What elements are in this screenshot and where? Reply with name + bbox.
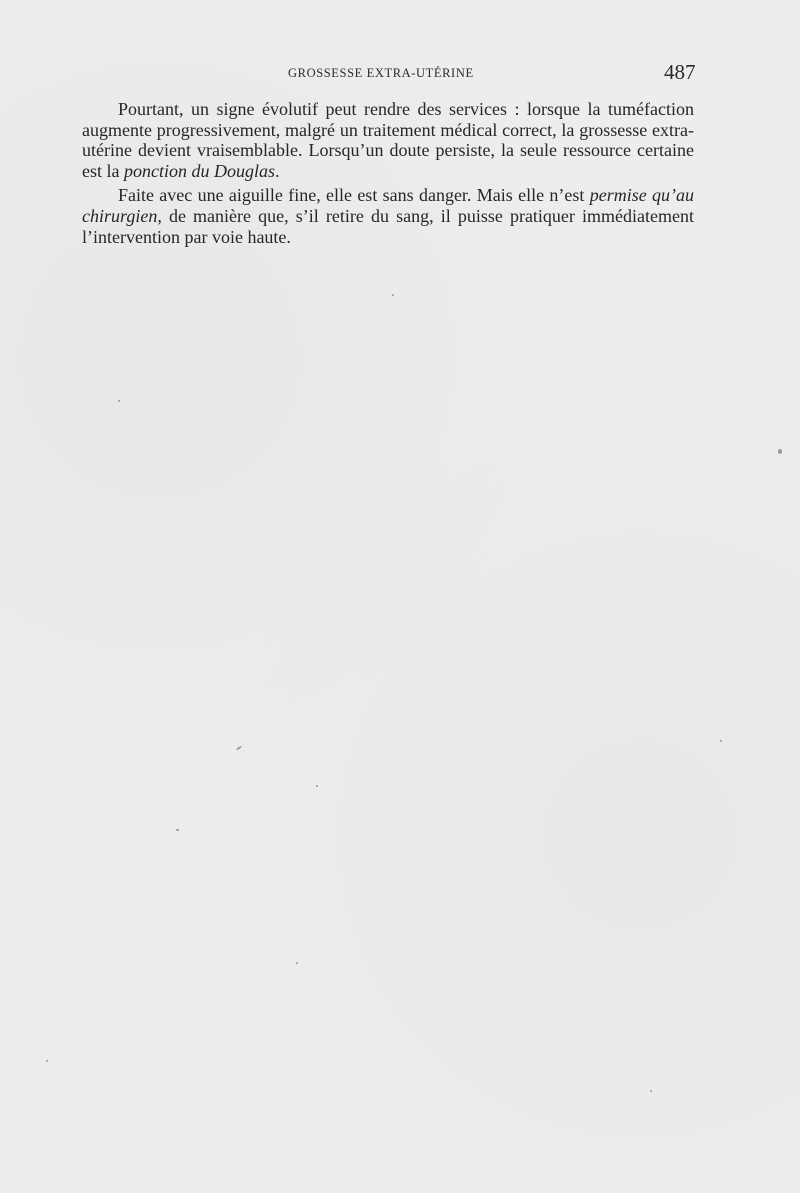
paper-speck <box>316 785 318 787</box>
paragraph-2-end: , de manière que, s’il retire du sang, il puisse pratiquer immédiatement l’intervention par voie haute. <box>82 205 694 247</box>
paragraph-2-text: Faite avec une aiguille fine, elle est sans danger. Mais elle n’est <box>118 185 590 206</box>
page-number: 487 <box>664 60 696 84</box>
paper-speck <box>778 449 782 454</box>
paper-speck <box>46 1060 48 1062</box>
running-head: GROSSESSE EXTRA-UTÉRINE <box>288 66 474 80</box>
paper-speck <box>236 745 242 750</box>
paper-speck <box>176 829 179 831</box>
paragraph-1 <box>82 99 694 181</box>
paper-speck <box>392 294 394 296</box>
paper-speck <box>650 1090 652 1092</box>
paragraph-2-italic: permise qu’au chirurgien <box>82 185 695 226</box>
paragraph-1-end: . <box>275 160 280 181</box>
body-text <box>82 99 694 247</box>
paper-speck <box>296 962 298 964</box>
paragraph-2 <box>82 185 694 247</box>
paragraph-1-text: Pourtant, un signe évolutif peut rendre des services : lorsque la tuméfaction augmente progressivement, malgré un traitement médical correct, la grossesse extra-utérine devient vraisemblable. Lorsqu’un doute persiste, la seule ressource certaine est la <box>82 99 694 181</box>
paper-speck <box>118 400 120 402</box>
paper-speck <box>720 740 722 742</box>
paragraph-1-italic: ponction du Douglas <box>124 160 275 181</box>
